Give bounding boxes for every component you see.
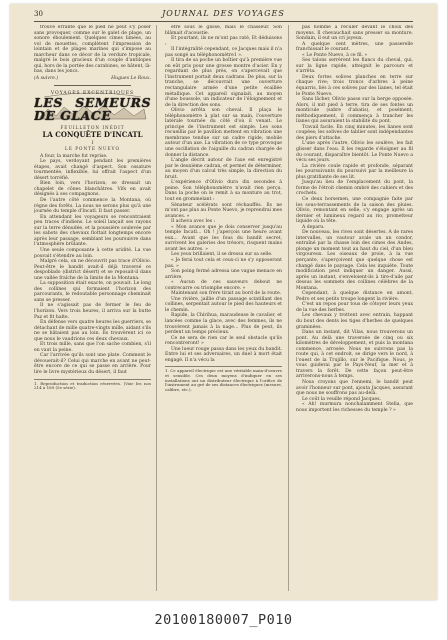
- paragraph: Dans un instant, dit Vilas, nous trouverons un pont. Au delà une traversée de cinq ou six kilomètres de développement, et puis la montana commence, arrosée. Nous ne suivrons pas la route qui, à cet endroit, se dirige vers le nord, à l'ouest de la Trujillo, sur le Pacifique. Nous, je vous guiderai par le Pays-Neuf, la mer et à travers la forêt. De cette façon peut-être arriverons-nous à temps.: [296, 330, 413, 380]
- author-name: Hugues Le Roux.: [111, 75, 151, 81]
- chapter-number: I: [91, 140, 94, 146]
- paragraph: A four, la marche fut reprise.: [40, 153, 108, 159]
- paragraph: pas homme à reculer devant le choix des moyens. Il chevauchait sans presser sa monture. Sondain, il eut un cri joyeux.: [296, 25, 413, 42]
- column-1-body: [34, 154, 151, 376]
- paragraph: Travail facile. En cinq minutes, les lianes sont coupées; les solives de tablier sont indépendantes des piers d'attache.: [296, 124, 413, 141]
- paragraph: Il tira de sa poche un boîtier qu'à première vue on eût pris pour une grosse montre d'acier. En y regardant de plus près, on s'apercevait que l'instrument portait deux cadrans. De plus, sur la tranche, se découvrait une ouverture rectangulaire armée d'une petite écaillée métallique. Cet appareil signalait, au moyen d'une boussole, un indicateur de l'éloignement et de la direction des sons.: [165, 58, 282, 108]
- paragraph: Bien loin, vers l'horizon, se dressait un chapelet de cônes blanchâtres. Vifs en avait désignés à ses compagnons.: [34, 181, 151, 198]
- paragraph: « Aucun de ces sauveurs debout ne contrecarre ou triomphe encore. »: [165, 280, 282, 291]
- banner-kicker: VOYAGES EXCENTRIQUES: [50, 90, 135, 96]
- paragraph: Car l'arrivée qu'ils sont une plate. Comment le dévouerait-il? Celui qui marche en avant ne peut-être encore de ce qui se passe en arrière. Pour lire le livre mystérieux du désert, il faut: [34, 353, 151, 375]
- footnote: 1. Reproduction et traduction réservées. (Voir les nos 214 à 189 (5e série).: [34, 380, 151, 391]
- to-be-continued: (A suivre.): [34, 75, 59, 81]
- paragraph: être sous le glisse, mais le chasseur. Son blâmait d'acoustie.: [165, 25, 282, 36]
- column-3: [296, 25, 413, 591]
- page-header: [34, 9, 413, 22]
- journal-title: JOURNAL DES VOYAGES: [162, 9, 285, 18]
- paragraph: L'angle décrit autour de l'axe est enregistré par le deuxième cadran, et permet de déterminer, au moyen d'un calcul très simple, la direction du bruit.: [165, 158, 282, 180]
- paragraph: « Le Ponte Nuevo, à ce fil. »: [302, 52, 368, 58]
- paragraph: Sénateur scélérats sont réchauffés. Ils ne m'ont pas plus au Ponte Nuevo, je reprendrai mes avances. »: [165, 202, 282, 219]
- paragraph: A quelque cent mètres, une passerelle franchissait le courant.: [296, 41, 413, 53]
- paragraph: Ses talons serrèrent les flancs du cheval, qui, sur la ligne rapide, atteignit le parcours et s'arrêta.: [296, 58, 413, 75]
- paragraph: C'est un repos pour tous de côtoyer leurs yeux de la vue des herbes.: [296, 302, 413, 313]
- paragraph: Ce ne sera de rien car le seul obstacle qu'ils rencontreront! »: [165, 335, 282, 347]
- paragraph: Il ne s'agissait pas de fermer le feu de l'horizon. Vers trois heures, il arriva sur la butte Paz et fit halte.: [34, 303, 151, 320]
- column-1-lead: [34, 25, 151, 75]
- paragraph: Maintenant son frère tirait au bord de la route.: [171, 291, 282, 297]
- paragraph: trouvé errante que le pied ne peut s'y poser sans provoquer, comme sur le galet de plage, un sonore éboulement. Quelques cimes limées, au vol de mouettes, complètent l'impression de lointain et de plages marines qui s'impose au marcheur dans ce décor de la verdure tropicale, malgré le bois gracieux d'un couple d'antilopes qui, hors de la portée des carabines, se hâtent, là-bas, dans les joncs.: [34, 25, 151, 75]
- archive-caption: 20100180007_P010: [154, 612, 293, 628]
- paragraph: La rivière coule rapide et profonde, séparant les poursuivants du poursuivi par la meilleure la plus gratifiante de ses lit.: [296, 163, 413, 180]
- paragraph: Il acheva avec les :: [171, 219, 216, 225]
- paragraph: Le pays, verdoyant pendant les premières étapes, avait changé d'aspect. Son ossature tourmentée, inflexible, lui offrait l'aspect d'un désert torréfié.: [34, 159, 151, 181]
- paragraph: Et pourtant, ils ne m'ont pas raté, Et déduisons :: [165, 36, 282, 47]
- column-1: [34, 25, 151, 591]
- paragraph: Rapide, la Chirihua, maraudeuse le cavalier, et lancées comme la glace, avec des femmes, ils ne trouvèrent jamais à la nage... Plus de peut, ils perdent un temps précieux.: [165, 313, 282, 336]
- paragraph: Olivio arrêta son cheval. Il plaça le téléphonomètre à plat sur sa main, l'ouverture latérale tournée du côté d'où il venait. Le principe de l'instrument est simple. Les sons recueillis par le pavillon mettent en vibration une membrane tendue sur un cadre rigide, mobile autour d'un axe. La vibration de ce type provoque une oscillation de l'aiguille du cadran chargée de donner la distance.: [165, 108, 282, 158]
- paragraph: Les chevaux y trottent avec entrain, happant du bout des dents les tiges d'herbes de quelques graminées.: [296, 313, 413, 330]
- paragraph: La supposition était exacte, on pouvait. Le long des collines qui formaient l'horizon des parcourants, le redoutable personnage cheminait sans se presser.: [34, 281, 151, 303]
- paragraph: Cependant, à quelque distance en amont, Pedro et ses petits troupe longent la rivière.: [296, 291, 413, 302]
- paragraph: De l'autre côté commence la Montana, où règne des forêts. La nous ne serons plus qu'à une journée du temple d'Incatl. Il faut passer.: [34, 198, 151, 215]
- paragraph: Une seule composante à cette aridité. La vue pouvait s'étendre au loin.: [34, 247, 151, 259]
- column-3-body: [296, 25, 413, 413]
- banner-title: LES SEMEURS DE GLACE: [34, 95, 151, 124]
- paragraph: En défense vers quatre heures les guerriers, se détachant de mille quatre-vingts mille, aidant s'ils ne se hâtaient pas au loin. Ils trouvèrent ici ce que nous le vaudrions ces deux chevaux.: [34, 320, 151, 342]
- paragraph: Deux fortes solives planches en terre sur chaque rive; trois troncs d'arbres à peine équarris, liés à ces solives par des lianes, tel était le Ponte Nuevo.: [296, 74, 413, 97]
- paragraph: Le coût la veuille répond Jacques.: [302, 396, 381, 402]
- paragraph: L'une après l'autre, Olivio les soulève, les fait glisser dans l'eau. Il les regarde s'éloigner au fil du courant, disparaître bientôt. Le Ponte Nuevo a vécu ses jours.: [296, 141, 413, 164]
- paragraph: A deparu.: [302, 224, 325, 230]
- paragraph: Son poing fermé adressa une vague menace en arrière.: [165, 269, 282, 280]
- story-title: LA CONQUÊTE D'INCATL: [42, 130, 143, 140]
- paragraph: Une rivière, jaillie d'un passage scintillant des collines, serpentait autour le pied des hauteurs et le chemin.: [165, 296, 282, 313]
- paragraph: Ce deux horsemen, une compagnie faite par les sous-terrassements de la saison des pluies. Olivio, remontant en selle, s'y engage après un dernier et lumineux regard au rio, prometteur liquide où la tête.: [296, 196, 413, 225]
- feuilleton-label: FEUILLETON INÉDIT: [60, 125, 125, 131]
- story-banner: [34, 89, 151, 123]
- paragraph: Et trois mille, sans que l'on sache combien, s'il en vaut la peine.: [34, 342, 151, 353]
- paragraph: Les yeux brillaient, il se dressa sur sa selle.: [171, 252, 273, 258]
- paragraph: « Je ferai tout cela et ceux-ci ne s'y opposeront pas. »: [165, 257, 282, 269]
- column-divider: [288, 25, 289, 591]
- paragraph: Malgré cela, on ne découvrit pas trace d'Olivio. Peut-être le bandit avait-il déjà traversé ce despoblado (district désert) et se reposait-il dans une vallée fraîche de la limite de la Montana.: [34, 259, 151, 281]
- paragraph: En attendant les voyageurs se rencontraient peu traces d'indiens. Le soleil lançait ses rayons sur la terre dénudée, et la poussière soulevée par les sabots des chevaux flottait longtemps encore après leur passage, semblant les poursuivre dans l'atmosphère brûlante.: [34, 214, 151, 248]
- page-number: 30: [34, 10, 43, 18]
- article-signature: [34, 76, 151, 82]
- section-separator: [54, 85, 131, 86]
- footnote: 1. Ce appareil électrique est une véritable main-d'oeuvre et sensible. Ces deux moyens d'indiquer en ses installations ont un distributeur électrique à l'orifice de l'instrument au gré de ses distances électriques (mesure, calibre, etc.).: [165, 368, 282, 392]
- column-2: [165, 25, 282, 591]
- paragraph: Nous croyons que l'ennemi, le bandit peut avoir l'honneur sur pont, ajouta Jacques, assurant que nous ne souffrons pas au-delà.: [296, 380, 413, 397]
- paragraph: Il l'intégralité cependant, ce Jacques mais il n'a pas songé au téléphonomètre1 ».: [165, 47, 282, 58]
- column-divider: [156, 25, 157, 591]
- chapter-title: LE PONTE NUEVO: [65, 146, 120, 152]
- paragraph: « Mon avance que je dois conserver jusqu'au temple Incatl... Oh ! j'aperçois une heure avant eux... Avant que les fous du bandit secret, survivent les galeries des trésors, risquent mains avant les autres. »: [165, 224, 282, 252]
- column-2-body: [165, 25, 282, 363]
- paragraph: Jusqu'au lieu de l'emplacement du pont, la forme de l'étroit chemin ombré des cahiers et des crochets.: [296, 180, 413, 197]
- paragraph: Sans lâcher, Olivio passe sur la berge opposée. Alors, il mit pied à terre, tira de ses fontes un monticule (sabre d'abatis), et posément, méthodiquement, il commença à trancher les lianes qui assuraient la stabilité du pont.: [296, 97, 413, 125]
- newspaper-page: [10, 4, 437, 600]
- paragraph: « Ah! murmura nonchalamment Stella, que nous importent les richesses du temple ? »: [296, 402, 413, 413]
- paragraph: Une lueur rouge passa dans les yeux du bandit. Entre lui et ses adversaires, un duel à mort était engagé. Il n'a vécu la: [165, 346, 282, 363]
- paragraph: De nouveau, les rives sont désertes. A de rares intervalles, un vautour avale un un condor, entraîné par la chasse loin des cimes des Andes, plonge un moment tout au haut du ciel, d'un bleu virgoureux. Les oiseaux de proie, à la vue perçante, s'aperçoivent que quelque chose est changé dans le paysage. Cela les inquiète. Toute modification peut indiquer un danger. Aussi, après un instant, s'enveloient-ils à tire-d'aile par dessus les sommets des collines célèbres de la Montana.: [296, 230, 413, 291]
- paragraph: L'expérience d'Olivio dura dix secondes à peine. Son téléphonomètre n'avait rien perçu. Dans la poche on le remit à sa monture au trot, tout en grommelant :: [165, 180, 282, 202]
